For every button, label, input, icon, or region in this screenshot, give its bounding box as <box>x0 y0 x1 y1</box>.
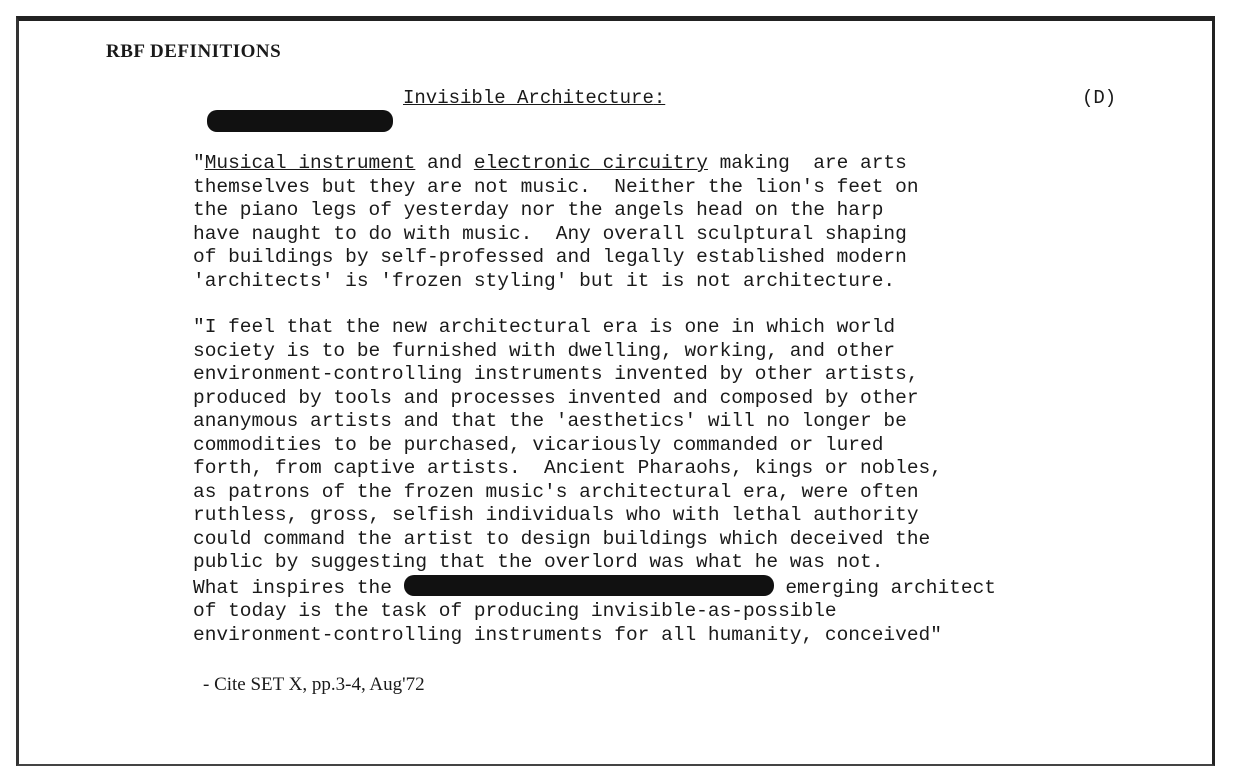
text-line: themselves but they are not music. Neither the lion's feet on <box>193 175 919 198</box>
underlined-phrase: electronic circuitry <box>473 152 708 174</box>
text-line: ruthless, gross, selfish individuals who with lethal authority <box>193 504 919 526</box>
text-line: forth, from captive artists. Ancient Pharaohs, kings or nobles, <box>193 457 942 479</box>
text-line: of today is the task of producing invisible-as-possible <box>193 600 837 622</box>
category-code: (D) <box>1082 87 1117 109</box>
term-title <box>403 87 665 109</box>
text-line: have naught to do with music. Any overall sculptural shaping <box>193 222 907 245</box>
text-line: of buildings by self-professed and legally established modern <box>193 246 907 268</box>
document-header: RBF DEFINITIONS <box>106 41 282 62</box>
text-line: commodities to be purchased, vicariously commanded or lured <box>193 433 884 456</box>
text-line: 'architects' is 'frozen styling' but it is not architecture. <box>193 269 896 292</box>
paragraph-1 <box>193 152 1113 293</box>
text-line: environment-controlling instruments invented by other artists, <box>193 363 919 385</box>
inline-redaction-bar <box>404 575 774 596</box>
redacted-line: What inspires the emerging architect <box>193 576 996 599</box>
text-line: public by suggesting that the overlord was what he was not. <box>193 551 884 573</box>
term-colon: : <box>653 87 666 109</box>
text-line: environment-controlling instruments for all humanity, conceived" <box>193 623 942 646</box>
text-line: the piano legs of yesterday nor the angels head on the harp <box>193 199 884 221</box>
citation: - Cite SET X, pp.3-4, Aug'72 <box>203 674 425 695</box>
text-line: as patrons of the frozen music's architectural era, were often <box>193 480 919 503</box>
underlined-phrase: Musical instrument <box>204 152 416 174</box>
text-line: could command the artist to design buildings which deceived the <box>193 527 931 550</box>
term-title-text: Invisible Architecture <box>403 87 654 109</box>
text-line: "I feel that the new architectural era is one in which world <box>193 316 896 338</box>
text-line: produced by tools and processes invented and composed by other <box>193 386 919 409</box>
text-line: society is to be furnished with dwelling, working, and other <box>193 339 896 362</box>
paragraph-2 <box>193 316 1113 647</box>
paragraph-1-first-line: "Musical instrument and electronic circuitry making are arts <box>193 152 907 174</box>
text-line: ananymous artists and that the 'aesthetics' will no longer be <box>193 410 907 432</box>
redaction-bar <box>207 110 393 132</box>
